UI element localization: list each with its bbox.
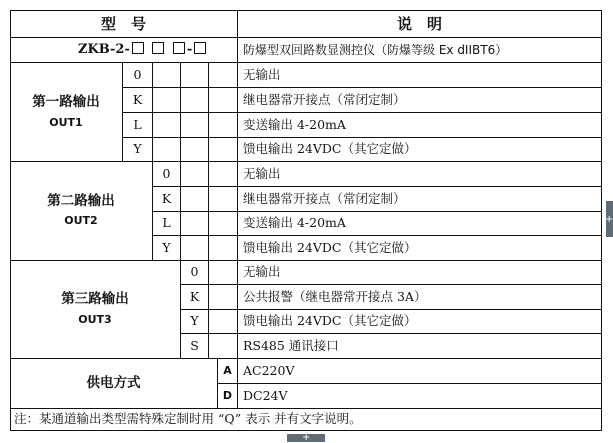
group-2-desc-2: 变送输出 4-20mA <box>243 215 346 230</box>
group-1-desc-1: 继电器常开接点（常闭定制） <box>243 92 406 107</box>
model-description: 防爆型双回路数显测控仪（防爆等级 Ex dIIBT6） <box>243 43 508 57</box>
code-slot-4 <box>194 42 206 54</box>
group-3-code-0: 0 <box>190 264 199 279</box>
table-rule <box>10 358 602 359</box>
group-2-desc-0: 无输出 <box>243 166 281 181</box>
group-2-code-3: Y <box>162 240 171 255</box>
group-3-code-2: Y <box>190 313 199 328</box>
group-3-code-3: S <box>190 338 199 353</box>
plus-icon: + <box>605 214 613 225</box>
group-3-desc-1: 公共报警（继电器常开接点 3A） <box>243 289 427 304</box>
table-rule <box>10 37 602 38</box>
group-1-code-1: K <box>132 92 143 107</box>
table-rule <box>180 284 602 285</box>
table-border-bottom <box>10 430 602 431</box>
group-1-desc-0: 无输出 <box>243 67 281 82</box>
power-title: 供电方式 <box>86 375 141 391</box>
group-3-title: 第三路输出 <box>61 291 129 307</box>
group-1-desc-2: 变送输出 4-20mA <box>243 117 346 132</box>
table-rule <box>122 87 602 88</box>
group-1-code-0: 0 <box>133 67 142 82</box>
group-2-code-1: K <box>161 191 172 206</box>
table-rule <box>152 211 602 212</box>
model-code <box>78 42 208 58</box>
power-desc-a: AC220V <box>243 363 295 378</box>
column-resize-handle[interactable] <box>606 201 613 237</box>
group-3-desc-2: 馈电输出 24VDC（其它定做） <box>243 313 417 328</box>
table-border-top <box>10 10 602 11</box>
model-code-prefix: ZKB-2- <box>78 42 130 57</box>
group-1-desc-3: 馈电输出 24VDC（其它定做） <box>243 141 417 156</box>
row-resize-handle[interactable] <box>287 434 325 442</box>
code-slot-1 <box>132 42 144 54</box>
table-rule <box>10 260 602 261</box>
group-3-code-1: K <box>189 289 200 304</box>
power-code-a: A <box>223 364 232 377</box>
description-header: 说 明 <box>396 15 442 33</box>
group-2-title: 第二路输出 <box>47 193 115 209</box>
table-rule <box>180 309 602 310</box>
group-2-desc-3: 馈电输出 24VDC（其它定做） <box>243 240 417 255</box>
code-slot-2 <box>152 42 164 54</box>
group-1-code-3: Y <box>133 141 142 156</box>
power-code-d: D <box>222 389 233 402</box>
group-3-desc-3: RS485 通讯接口 <box>243 338 339 353</box>
table-rule <box>152 235 602 236</box>
group-2-code-2: L <box>162 215 171 230</box>
table-rule <box>180 333 602 334</box>
group-3-desc-0: 无输出 <box>243 264 281 279</box>
table-rule <box>122 112 602 113</box>
group-2-code-0: 0 <box>162 166 171 181</box>
group-2-desc-1: 继电器常开接点（常闭定制） <box>243 191 406 206</box>
group-1-title: 第一路输出 <box>32 94 100 110</box>
group-1-subtitle: OUT1 <box>49 116 83 129</box>
table-rule <box>122 137 602 138</box>
footnote: 注：某通道输出类型需特殊定制时用 “Q” 表示 并有文字说明。 <box>14 411 362 426</box>
group-3-subtitle: OUT3 <box>78 313 112 326</box>
plus-icon: + <box>302 432 311 443</box>
table-border-right <box>601 10 602 431</box>
code-slot-3 <box>173 42 185 54</box>
table-rule <box>217 383 602 384</box>
group-1-code-2: L <box>133 117 142 132</box>
model-code-separator: - <box>186 42 193 57</box>
table-col-divider <box>152 62 153 261</box>
power-desc-d: DC24V <box>243 388 288 403</box>
table-rule <box>152 186 602 187</box>
table-rule <box>10 62 602 63</box>
model-header: 型 号 <box>100 15 146 33</box>
table-col-divider <box>208 62 209 359</box>
group-2-subtitle: OUT2 <box>64 214 98 227</box>
table-col-divider <box>237 10 238 409</box>
table-rule <box>10 408 602 409</box>
table-rule <box>10 161 602 162</box>
